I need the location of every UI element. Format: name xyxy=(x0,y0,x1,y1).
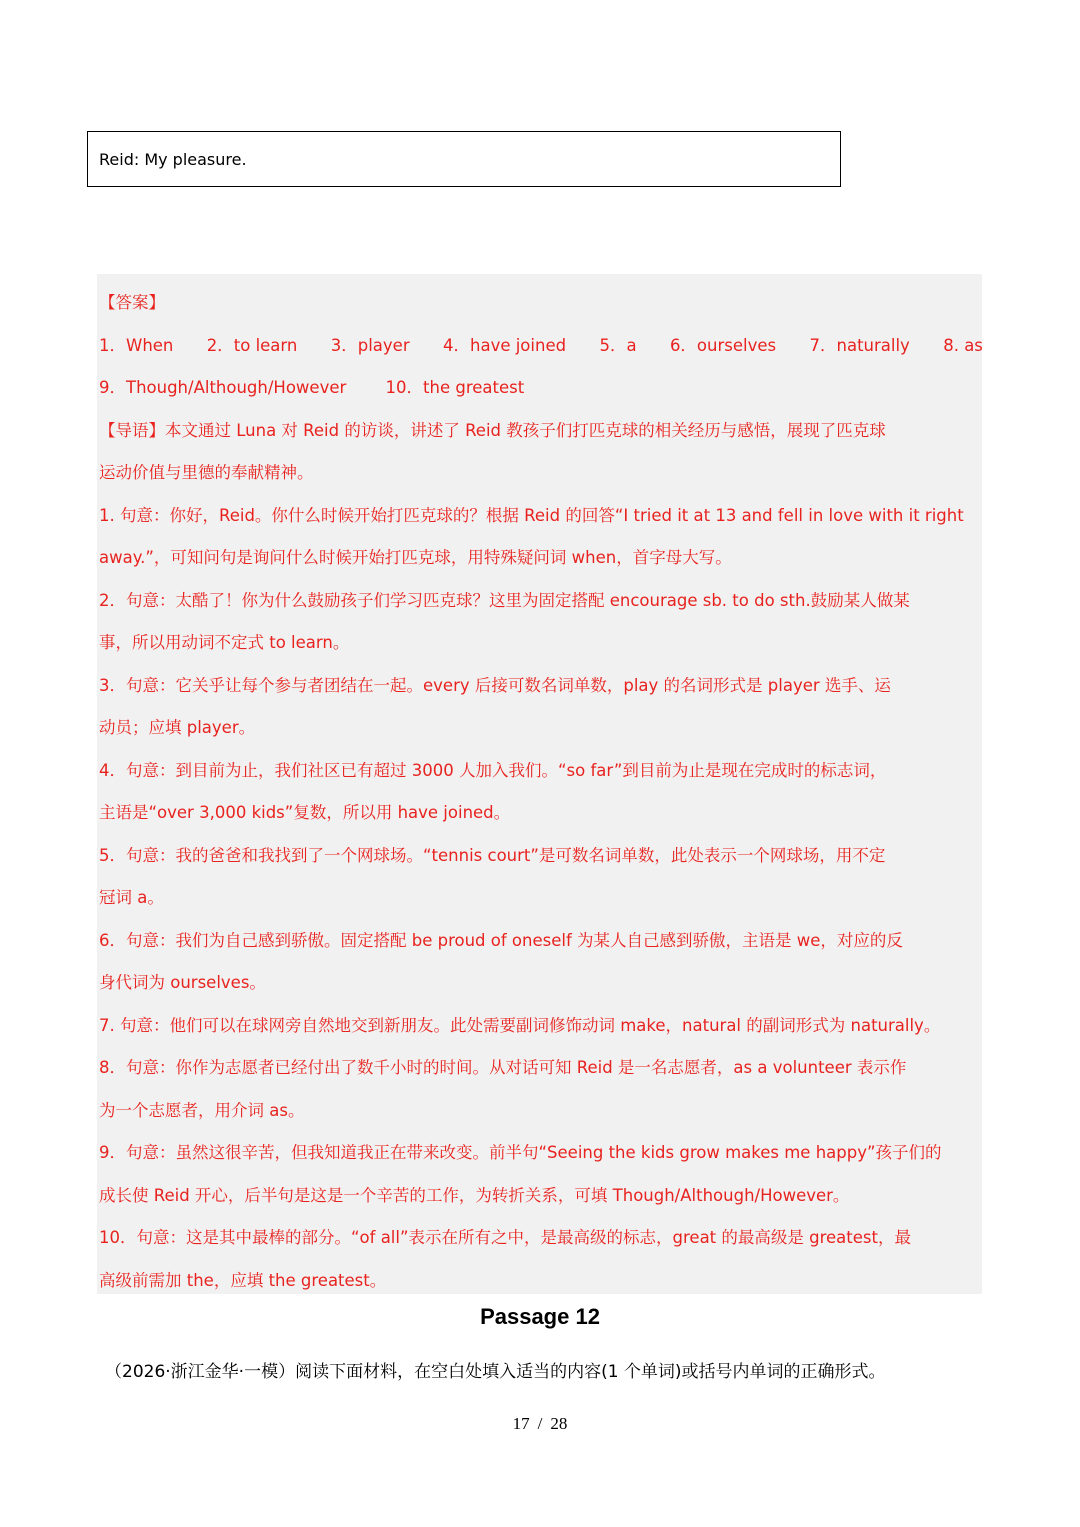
explanation-3-line-2: 动员；应填 player。 xyxy=(99,718,256,737)
answers-line-1 xyxy=(99,325,983,368)
explanation-1-line-1: 1. 句意：你好，Reid。你什么时候开始打匹克球的？根据 Reid 的回答“I tried it at 13 and fell in love with it right xyxy=(99,505,964,525)
answer-7: 7．naturally xyxy=(809,335,910,355)
answer-3: 3．player xyxy=(330,335,410,355)
explanation-6-line-1: 6．句意：我们为自己感到骄傲。固定搭配 be proud of oneself 为某人自己感到骄傲，主语是 we，对应的反 xyxy=(99,930,903,950)
intro-line-1 xyxy=(99,410,982,453)
answer-9: 9．Though/Although/However xyxy=(99,378,347,397)
explanation-7-line-1: 7. 句意：他们可以在球网旁自然地交到新朋友。此处需要副词修饰动词 make，natural 的副词形式为 naturally。 xyxy=(99,1015,941,1035)
explanation-1-line-2: away.”，可知问句是询问什么时候开始打匹克球，用特殊疑问词 when，首字母大写。 xyxy=(99,548,732,567)
intro-text: 本文通过 Luna 对 Reid 的访谈，讲述了 Reid 教孩子们打匹克球的相关经历与感悟，展现了匹克球 xyxy=(165,420,886,440)
explanation-10-line-2: 高级前需加 the，应填 the greatest。 xyxy=(99,1270,387,1290)
answer-panel xyxy=(97,274,982,1294)
answers-line-2 xyxy=(99,367,982,410)
explanation-4-line-2: 主语是“over 3,000 kids”复数，所以用 have joined。 xyxy=(99,803,511,822)
passage-instruction: （2026·浙江金华·一模）阅读下面材料，在空白处填入适当的内容(1 个单词)或括号内单词的正确形式。 xyxy=(105,1362,886,1382)
answer-5: 5．a xyxy=(599,335,637,355)
explanation-8-line-1: 8．句意：你作为志愿者已经付出了数千小时的时间。从对话可知 Reid 是一名志愿者，as a volunteer 表示作 xyxy=(99,1058,907,1077)
explanation-2-line-1: 2．句意：太酷了！你为什么鼓励孩子们学习匹克球？这里为固定搭配 encourage sb. to do sth.鼓励某人做某 xyxy=(99,590,910,610)
page-current: 17 xyxy=(512,1414,530,1433)
answer-4: 4．have joined xyxy=(443,335,567,355)
explanation-6-line-2: 身代词为 ourselves。 xyxy=(99,973,266,992)
explanation-2-line-2: 事，所以用动词不定式 to learn。 xyxy=(99,633,350,652)
explanation-4-line-1: 4．句意：到目前为止，我们社区已有超过 3000 人加入我们。“so far”到目前为止是现在完成时的标志词， xyxy=(99,760,887,780)
answer-header: 【答案】 xyxy=(99,293,165,312)
intro-line-2: 运动价值与里德的奉献精神。 xyxy=(99,463,314,482)
answer-2: 2．to learn xyxy=(206,335,298,355)
dialogue-last-line: Reid: My pleasure. xyxy=(99,149,247,169)
page-total: 28 xyxy=(550,1414,568,1433)
explanation-5-line-1: 5．句意：我的爸爸和我找到了一个网球场。“tennis court”是可数名词单数，此处表示一个网球场，用不定 xyxy=(99,845,886,865)
page-separator: / xyxy=(537,1414,543,1433)
answer-8: 8. as xyxy=(943,335,983,355)
passage-title: Passage 12 xyxy=(480,1304,600,1329)
answer-1: 1．When xyxy=(99,335,174,355)
explanation-3-line-1: 3．句意：它关乎让每个参与者团结在一起。every 后接可数名词单数，play 的名词形式是 player 选手、运 xyxy=(99,675,891,695)
explanation-8-line-2: 为一个志愿者，用介词 as。 xyxy=(99,1100,305,1120)
explanation-9-line-2: 成长使 Reid 开心，后半句是这是一个辛苦的工作，为转折关系，可填 Though/Although/However。 xyxy=(99,1185,850,1205)
intro-label: 【导语】 xyxy=(99,420,165,440)
answer-6: 6．ourselves xyxy=(669,335,777,355)
answer-10: 10．the greatest xyxy=(385,378,525,397)
explanation-5-line-2: 冠词 a。 xyxy=(99,888,164,907)
dialogue-box xyxy=(87,131,841,187)
page-number xyxy=(0,1414,1080,1434)
explanation-9-line-1: 9．句意：虽然这很辛苦，但我知道我正在带来改变。前半句“Seeing the kids grow makes me happy”孩子们的 xyxy=(99,1143,942,1162)
explanation-10-line-1: 10．句意：这是其中最棒的部分。“of all”表示在所有之中，是最高级的标志，great 的最高级是 greatest，最 xyxy=(99,1228,911,1247)
